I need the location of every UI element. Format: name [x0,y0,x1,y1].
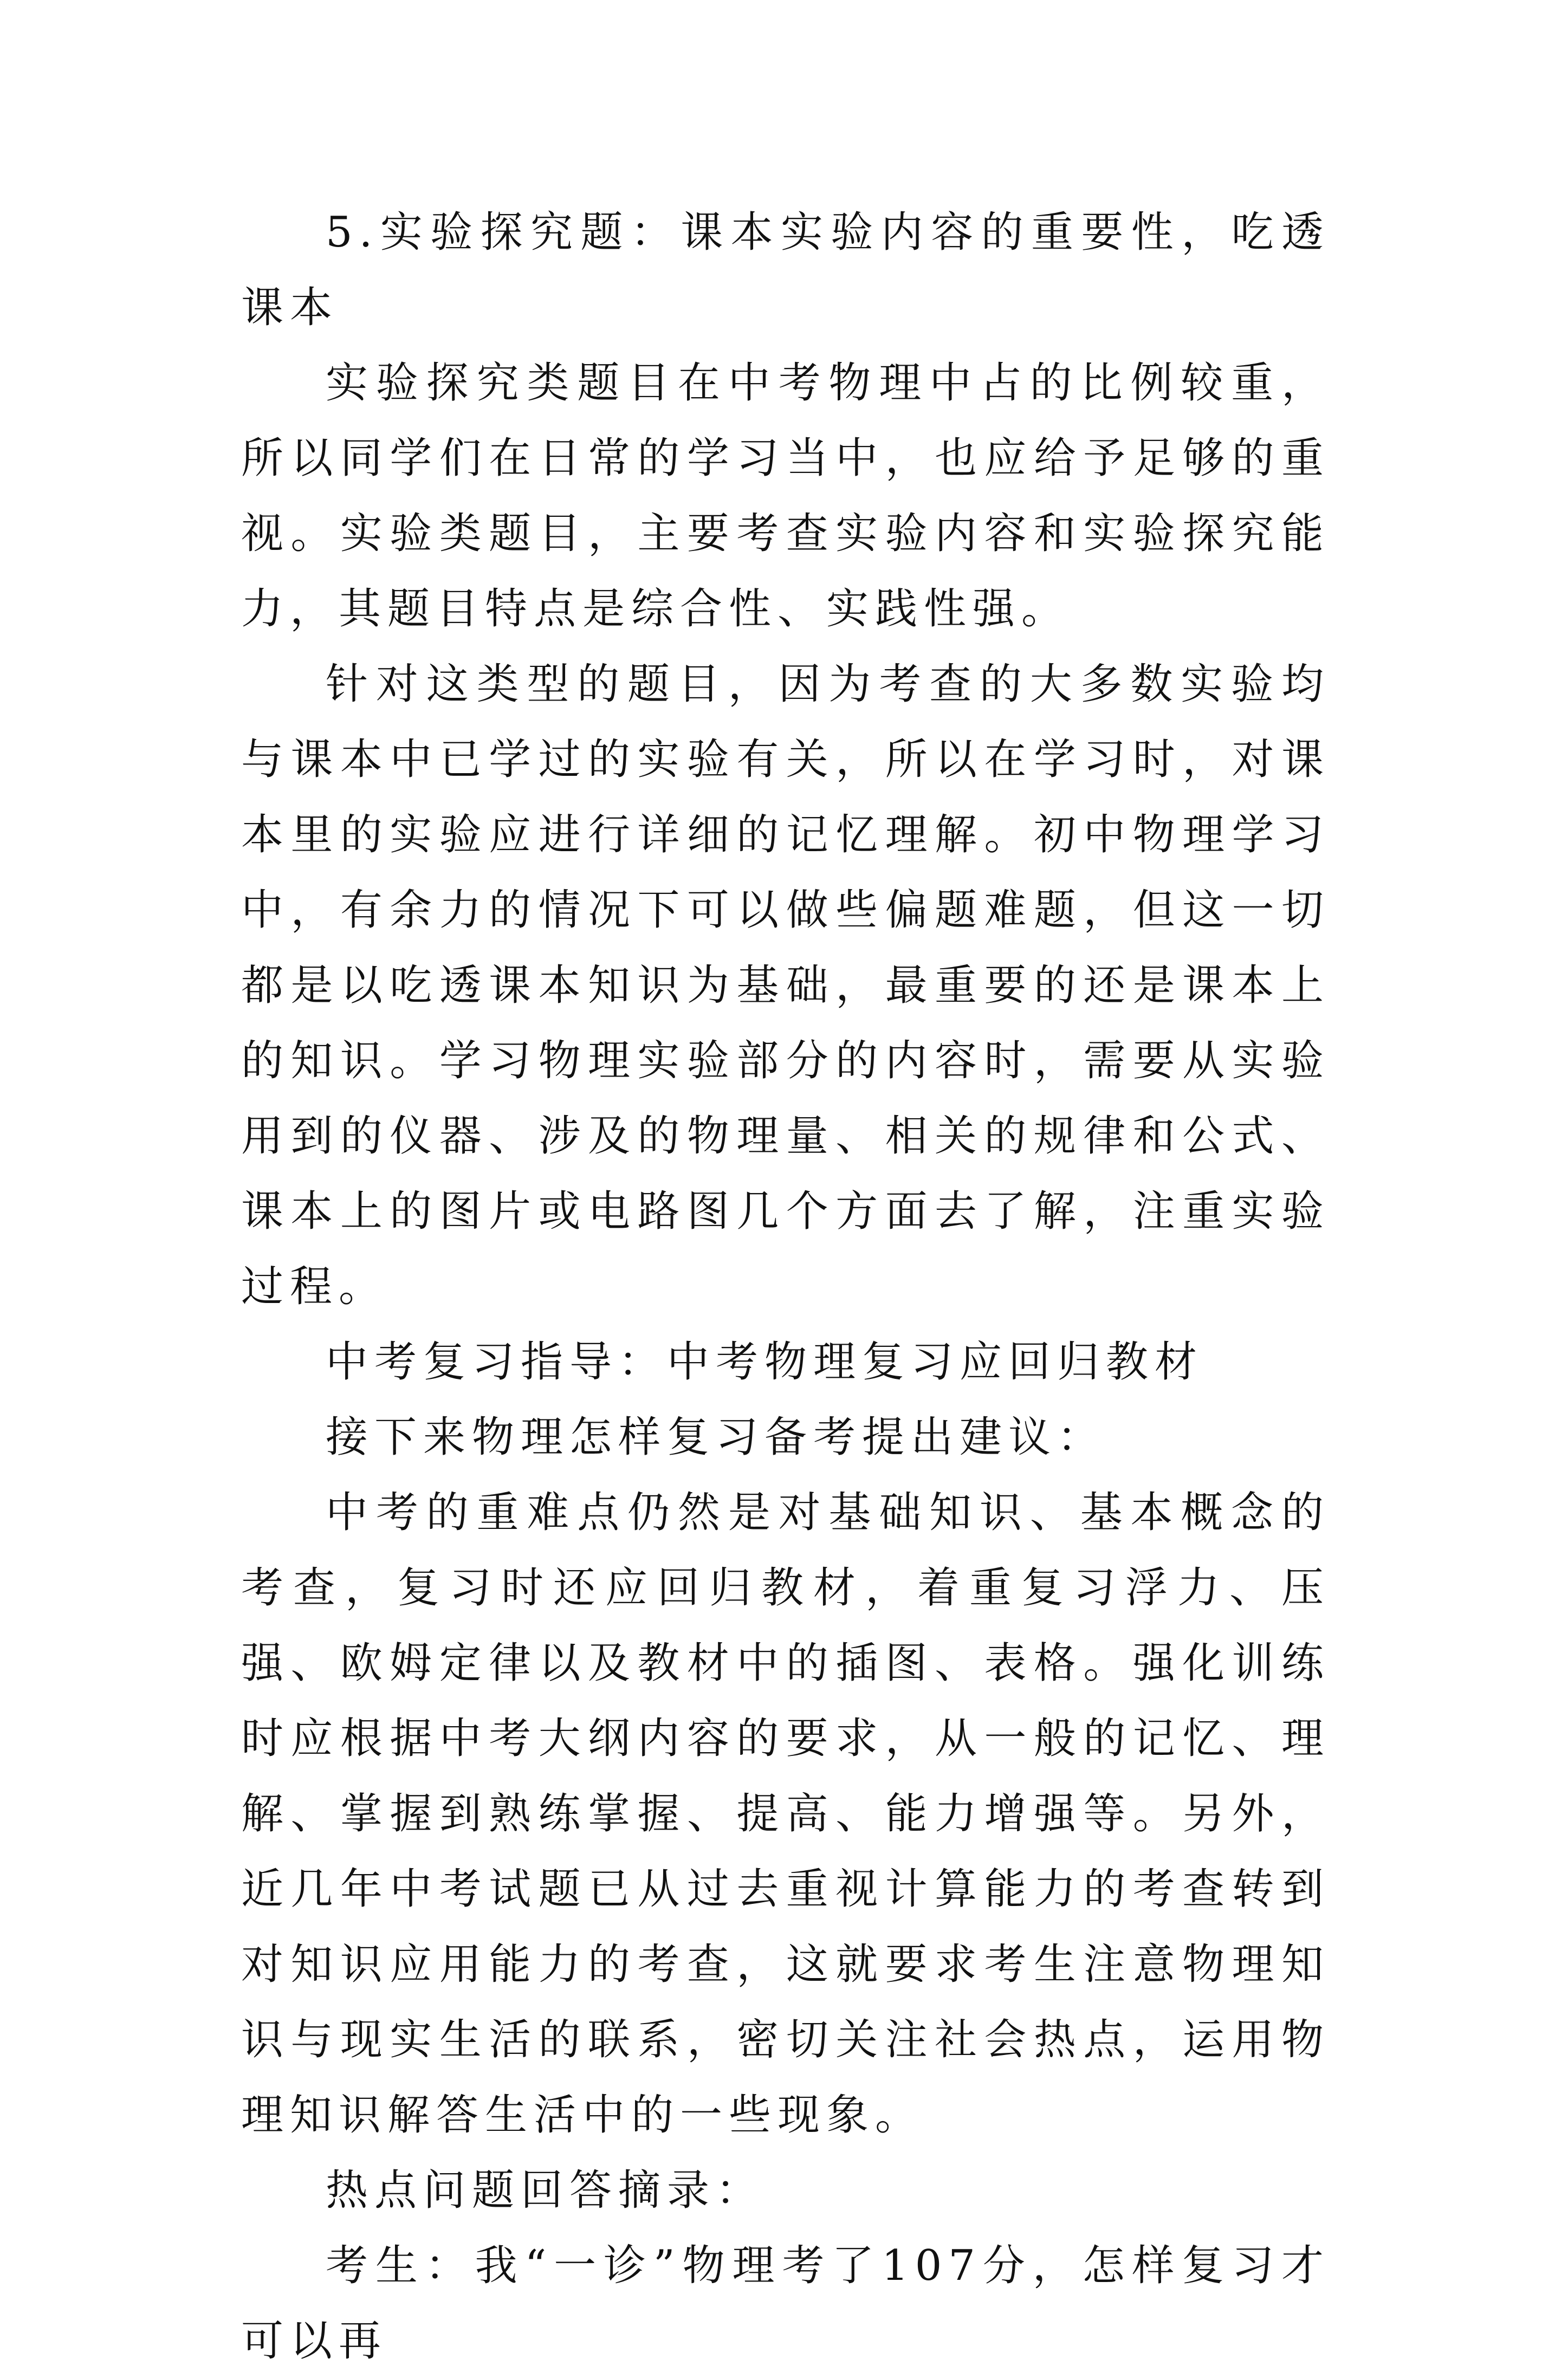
paragraph-textbook-experiments: 针对这类型的题目，因为考查的大多数实验均与课本中已学过的实验有关，所以在学习时，对课本里的实验应进行详细的记忆理解。初中物理学习中，有余力的情况下可以做些偏题难题，但这一切都是以吃透课本知识为基础，最重要的还是课本上的知识。学习物理实验部分的内容时，需要从实验用到的仪器、涉及的物理量、相关的规律和公式、课本上的图片或电路图几个方面去了解，注重实验过程。 [241,660,1330,1311]
paragraph-experiment-importance: 实验探究类题目在中考物理中占的比例较重，所以同学们在日常的学习当中，也应给予足够的重视。实验类题目，主要考查实验内容和实验探究能力，其题目特点是综合性、实践性强。 [241,359,1330,633]
heading-hot-questions: 热点问题回答摘录： [326,2166,765,2215]
paragraph-suggestions-intro: 接下来物理怎样复习备考提出建议： [326,1413,1106,1462]
document-body [241,195,1330,2379]
paragraph-review-advice: 中考的重难点仍然是对基础知识、基本概念的考查，复习时还应回归教材，着重复习浮力、压强、欧姆定律以及教材中的插图、表格。强化训练时应根据中考大纲内容的要求，从一般的记忆、理解、掌握到熟练掌握、提高、能力增强等。另外，近几年中考试题已从过去重视计算能力的考查转到对知识应用能力的考查，这就要求考生注意物理知识与现实生活的联系，密切关注社会热点，运用物理知识解答生活中的一些现象。 [241,1488,1330,2140]
paragraph-student-question: 考生：我“一诊”物理考了107分，怎样复习才可以再 [241,2241,1330,2365]
heading-experiment-questions: 5.实验探究题：课本实验内容的重要性，吃透课本 [241,208,1330,332]
heading-review-guidance: 中考复习指导：中考物理复习应回归教材 [326,1338,1204,1386]
